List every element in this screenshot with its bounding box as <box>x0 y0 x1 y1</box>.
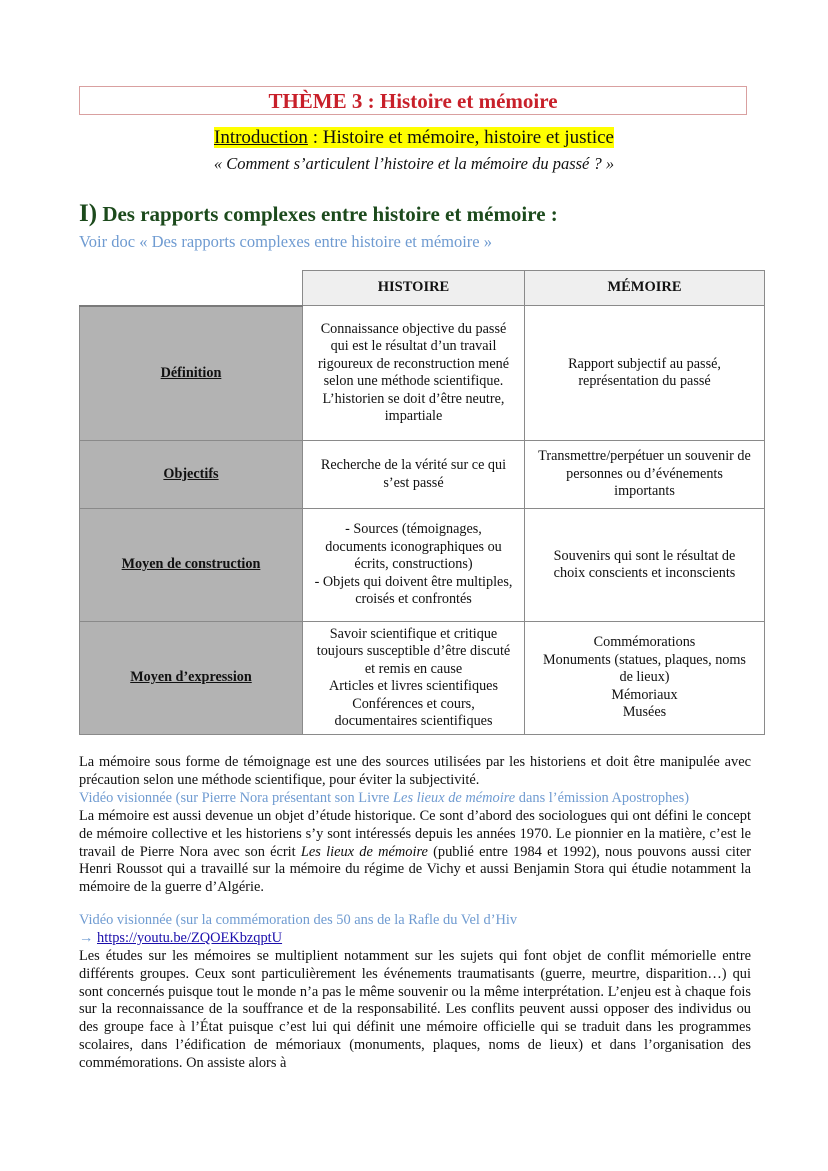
cell-line: s’est passé <box>383 474 444 491</box>
cell-line: personnes ou d’événements <box>566 465 723 482</box>
cell-histoire <box>303 441 525 509</box>
cell-memoire <box>525 509 765 622</box>
cell-line: croisés et confrontés <box>355 591 472 608</box>
cell-line: Musées <box>622 704 667 721</box>
row-header: Moyen d’expression <box>80 622 303 735</box>
paragraph-2-text-a: La mémoire est aussi devenue un objet d’étude historique. Ce sont d’abord des sociologues qui ont défini le concept de mémoire collective et les historiens s’y sont intéressés depuis les années 1970. Le pionnier en la matière, c’est le travail de Pierre Nora avec son écrit <box>79 808 751 860</box>
intro-line <box>79 126 749 150</box>
intro-highlight <box>214 127 614 148</box>
cell-line: L’historien se doit d’être neutre, <box>322 390 505 407</box>
row-header: Définition <box>80 306 303 441</box>
intro-separator: : <box>307 127 323 148</box>
cell-line: Savoir scientifique et critique <box>329 625 498 642</box>
comparison-table <box>79 270 765 735</box>
cell-line: documents iconographiques ou <box>325 538 502 555</box>
cell-line: qui est le résultat d’un travail <box>330 338 497 354</box>
cell-line: - Objets qui doivent être multiples, <box>314 573 513 590</box>
cell-line: selon une méthode scientifique. <box>323 373 504 389</box>
cell-memoire <box>525 441 765 509</box>
table-header-row <box>80 271 765 306</box>
row-header: Objectifs <box>80 441 303 509</box>
cell-histoire <box>303 622 525 735</box>
theme-title-box <box>79 86 747 115</box>
intro-text: Histoire et mémoire, histoire et justice <box>322 127 614 148</box>
cell-line: Souvenirs qui sont le résultat de <box>553 547 736 564</box>
table-corner <box>80 271 303 306</box>
video-note-2: Vidéo visionnée (sur la commémoration des 50 ans de la Rafle du Vel d’Hiv <box>79 912 518 928</box>
cell-memoire <box>525 306 765 441</box>
row-header: Moyen de construction <box>80 509 303 622</box>
cell-line: Connaissance objective du passé <box>320 320 507 337</box>
cell-line: rigoureux de reconstruction mené <box>317 355 510 372</box>
cell-line: Commémorations <box>593 634 696 651</box>
doc-reference: Voir doc « Des rapports complexes entre histoire et mémoire » <box>79 232 492 251</box>
paragraph-1: La mémoire sous forme de témoignage est une des sources utilisées par les historiens et doit être manipulée avec précaution selon une méthode scientifique, pour éviter la subjectivité. <box>79 754 751 788</box>
cell-line: Articles et livres scientifiques <box>328 678 499 694</box>
video-note-1 <box>79 790 751 808</box>
video-note-1-suffix: dans l’émission Apostrophes) <box>515 790 690 806</box>
paragraph-3: Les études sur les mémoires se multiplient notamment sur les sujets qui font objet de conflit mémorielle entre différents groupes. Ceux sont particulièrement les événements traumatisants (guerre, meurtre, disparition…) qui sont concernés puisque tout le monde n’a pas le même souvenir ou la même interprétation. L’enjeu est à chaque fois sur la reconnaissance de la souffrance et de la responsabilité. Les conflits peuvent aussi opposer des individus ou des groupe face à l’État puisque c’est lui qui définit une mémoire officielle qui se traduit dans les programmes scolaires, dans l’édification de mémoriaux (monuments, plaques, noms de lieux) et dans l’organisation des commémorations. On assiste alors à <box>79 948 751 1071</box>
intro-question: « Comment s’articulent l’histoire et la mémoire du passé ? » <box>213 154 615 173</box>
arrow-icon: → <box>79 930 97 946</box>
paragraph-2 <box>79 808 751 897</box>
section-title: Des rapports complexes entre histoire et mémoire : <box>97 202 558 226</box>
cell-line: de lieux) <box>619 669 670 686</box>
cell-line: et remis en cause <box>364 660 463 677</box>
cell-line: Mémoriaux <box>611 686 678 703</box>
table-row <box>80 441 765 509</box>
cell-histoire <box>303 306 525 441</box>
cell-line: toujours susceptible d’être discuté <box>316 643 511 659</box>
video-note-1-prefix: Vidéo visionnée (sur Pierre Nora présentant son Livre <box>79 790 394 806</box>
cell-line: représentation du passé <box>578 373 711 389</box>
cell-line: - Sources (témoignages, <box>345 521 482 538</box>
table-row <box>80 306 765 441</box>
cell-line: Monuments (statues, plaques, noms <box>543 651 746 668</box>
video-link-line <box>79 930 751 948</box>
paragraph-2-book-title: Les lieux de mémoire <box>300 843 428 860</box>
intro-label: Introduction <box>214 127 308 148</box>
column-header-histoire: HISTOIRE <box>303 271 525 306</box>
cell-line: Rapport subjectif au passé, <box>568 355 721 372</box>
cell-line: importants <box>614 483 675 500</box>
section-number: I) <box>79 200 98 227</box>
cell-line: documentaires scientifiques <box>334 713 493 729</box>
cell-line: choix conscients et inconscients <box>553 565 736 581</box>
cell-line: Conférences et cours, <box>352 695 475 712</box>
cell-histoire <box>303 509 525 622</box>
table-row <box>80 622 765 735</box>
cell-line: Recherche de la vérité sur ce qui <box>320 457 507 473</box>
table-row <box>80 509 765 622</box>
column-header-memoire: MÉMOIRE <box>525 271 765 306</box>
cell-line: impartiale <box>384 408 443 424</box>
section-heading <box>79 200 558 228</box>
video-link[interactable]: https://youtu.be/ZQOEKbzqptU <box>97 930 283 946</box>
cell-line: écrits, constructions) <box>354 556 473 573</box>
cell-memoire <box>525 622 765 735</box>
paragraph-2-text-b: (publié entre 1984 et 1992), nous pouvons aussi citer Henri Roussot qui a travaillé sur la mémoire du régime de Vichy et aussi Benjamin Stora qui étudie notamment la mémoire de la guerre d’Algérie. <box>79 843 752 896</box>
video-note-1-title: Les lieux de mémoire <box>393 790 516 806</box>
theme-title: THÈME 3 : Histoire et mémoire <box>268 89 558 113</box>
cell-line: Transmettre/perpétuer un souvenir de <box>538 448 751 465</box>
